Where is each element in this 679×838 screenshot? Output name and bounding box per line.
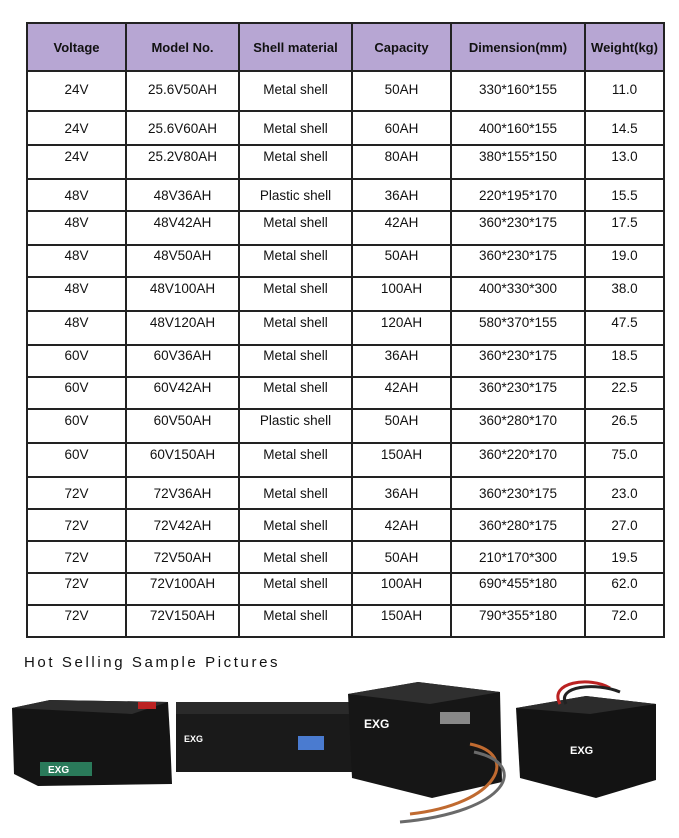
cell-model-no-text: 60V42AH: [153, 379, 212, 395]
cell-dimension: [451, 541, 585, 573]
cell-dimension: [451, 509, 585, 541]
cell-dimension-text: 210*170*300: [478, 549, 558, 565]
cell-capacity-text: 42AH: [384, 214, 419, 230]
cell-dimension: [451, 111, 585, 145]
cell-model-no-text: 48V120AH: [149, 314, 216, 330]
section-title: Hot Selling Sample Pictures: [24, 654, 281, 671]
cell-dimension: [451, 443, 585, 477]
cell-weight-text: 62.0: [611, 575, 638, 591]
table-row: [27, 573, 664, 605]
cell-model-no-text: 72V42AH: [153, 517, 212, 533]
cell-dimension: [451, 145, 585, 179]
cell-shell-material-text: Metal shell: [263, 247, 328, 263]
cell-capacity: [352, 71, 451, 111]
header-weight: Weight(kg): [585, 23, 664, 71]
cell-model-no: [126, 145, 239, 179]
cell-weight: [585, 277, 664, 311]
battery-icon: [12, 700, 172, 786]
cell-dimension: [451, 245, 585, 277]
cell-capacity-text: 50AH: [384, 81, 419, 97]
table-row: [27, 111, 664, 145]
cell-dimension: [451, 605, 585, 637]
cell-shell-material: [239, 277, 352, 311]
cell-model-no: [126, 541, 239, 573]
cell-dimension-text: 380*155*150: [478, 148, 558, 164]
cell-model-no: [126, 377, 239, 409]
cell-weight: [585, 541, 664, 573]
cell-shell-material-text: Plastic shell: [259, 412, 332, 428]
cell-dimension-text: 360*230*175: [478, 347, 558, 363]
sample-pictures: [0, 674, 679, 838]
cell-weight-text: 19.5: [611, 549, 638, 565]
cell-shell-material: [239, 443, 352, 477]
battery-1-logo: EXG: [48, 765, 70, 776]
cell-shell-material-text: Metal shell: [263, 607, 328, 623]
rack-battery-icon: [176, 702, 362, 772]
cell-shell-material-text: Metal shell: [263, 517, 328, 533]
cell-dimension: [451, 573, 585, 605]
cell-capacity-text: 50AH: [384, 412, 419, 428]
cell-shell-material: [239, 541, 352, 573]
cell-shell-material: [239, 211, 352, 245]
cell-shell-material: [239, 605, 352, 637]
cell-voltage-text: 72V: [64, 575, 89, 591]
cell-dimension-text: 690*455*180: [478, 575, 558, 591]
table-row: [27, 477, 664, 509]
cell-capacity: [352, 377, 451, 409]
table-row: [27, 509, 664, 541]
cell-capacity: [352, 477, 451, 509]
cell-model-no-text: 25.6V60AH: [147, 120, 218, 136]
cell-capacity: [352, 573, 451, 605]
cell-weight: [585, 443, 664, 477]
cell-capacity-text: 120AH: [380, 314, 423, 330]
cell-capacity: [352, 443, 451, 477]
cell-voltage: [27, 409, 126, 443]
cell-weight: [585, 179, 664, 211]
cell-capacity: [352, 311, 451, 345]
cell-capacity: [352, 277, 451, 311]
cell-voltage-text: 24V: [64, 148, 89, 164]
cell-capacity-text: 36AH: [384, 485, 419, 501]
cell-model-no: [126, 573, 239, 605]
cell-capacity: [352, 509, 451, 541]
cell-capacity-text: 60AH: [384, 120, 419, 136]
cell-voltage: [27, 311, 126, 345]
cell-shell-material: [239, 111, 352, 145]
cell-dimension-text: 360*230*175: [478, 214, 558, 230]
cell-shell-material-text: Metal shell: [263, 379, 328, 395]
cell-voltage-text: 48V: [64, 214, 89, 230]
cell-shell-material: [239, 377, 352, 409]
cell-voltage: [27, 277, 126, 311]
cell-shell-material: [239, 179, 352, 211]
cell-shell-material: [239, 477, 352, 509]
cell-weight-text: 11.0: [611, 81, 638, 97]
header-dimension: Dimension(mm): [451, 23, 585, 71]
cell-weight-text: 22.5: [611, 379, 638, 395]
cell-capacity-text: 100AH: [380, 280, 423, 296]
cell-model-no-text: 25.6V50AH: [147, 81, 218, 97]
table-row: [27, 211, 664, 245]
cell-voltage: [27, 71, 126, 111]
cell-weight-text: 75.0: [611, 446, 638, 462]
cell-capacity: [352, 111, 451, 145]
cell-capacity: [352, 345, 451, 377]
table-row: [27, 71, 664, 111]
cell-weight-text: 27.0: [611, 517, 638, 533]
cell-weight-text: 18.5: [611, 347, 638, 363]
battery-box-icon: [348, 682, 504, 822]
cell-weight: [585, 111, 664, 145]
cell-dimension-text: 360*230*175: [478, 247, 558, 263]
cell-model-no: [126, 509, 239, 541]
cell-model-no-text: 25.2V80AH: [147, 148, 218, 164]
table-row: [27, 179, 664, 211]
cell-voltage-text: 60V: [64, 347, 89, 363]
table-row: [27, 443, 664, 477]
cell-shell-material: [239, 509, 352, 541]
cell-voltage-text: 48V: [64, 314, 89, 330]
cell-shell-material-text: Metal shell: [263, 120, 328, 136]
cell-voltage: [27, 345, 126, 377]
cell-weight-text: 72.0: [611, 607, 638, 623]
table-row: [27, 277, 664, 311]
cell-model-no-text: 72V36AH: [153, 485, 212, 501]
cell-weight-text: 23.0: [611, 485, 638, 501]
cell-capacity: [352, 145, 451, 179]
table-row: [27, 145, 664, 179]
table-body: [27, 71, 664, 637]
table-row: [27, 377, 664, 409]
cell-capacity: [352, 541, 451, 573]
cell-shell-material: [239, 573, 352, 605]
cell-voltage-text: 24V: [64, 81, 89, 97]
cell-weight-text: 15.5: [611, 187, 638, 203]
cell-weight-text: 38.0: [611, 280, 638, 296]
cell-voltage: [27, 605, 126, 637]
table-row: [27, 311, 664, 345]
cell-capacity: [352, 179, 451, 211]
cell-model-no: [126, 245, 239, 277]
cell-weight-text: 26.5: [611, 412, 638, 428]
cell-voltage: [27, 541, 126, 573]
cell-dimension-text: 400*330*300: [478, 280, 558, 296]
rack-battery-logo: EXG: [184, 734, 204, 744]
cell-capacity-text: 150AH: [380, 607, 423, 623]
cell-voltage-text: 60V: [64, 446, 89, 462]
cell-shell-material-text: Metal shell: [263, 575, 328, 591]
cell-capacity-text: 42AH: [384, 517, 419, 533]
cell-capacity: [352, 211, 451, 245]
cell-shell-material-text: Metal shell: [263, 314, 328, 330]
cell-shell-material-text: Plastic shell: [259, 187, 332, 203]
cell-shell-material-text: Metal shell: [263, 347, 328, 363]
cell-weight: [585, 211, 664, 245]
battery-box-cable-logo: EXG: [570, 745, 594, 757]
cell-voltage: [27, 111, 126, 145]
cell-dimension-text: 220*195*170: [478, 187, 558, 203]
cell-voltage: [27, 509, 126, 541]
cell-dimension-text: 330*160*155: [478, 81, 558, 97]
cell-weight: [585, 377, 664, 409]
cell-model-no: [126, 179, 239, 211]
cell-model-no-text: 72V50AH: [153, 549, 212, 565]
cell-capacity: [352, 605, 451, 637]
cell-dimension: [451, 71, 585, 111]
cell-model-no-text: 72V100AH: [149, 575, 216, 591]
cell-model-no: [126, 277, 239, 311]
cell-shell-material-text: Metal shell: [263, 148, 328, 164]
cell-weight: [585, 409, 664, 443]
cell-shell-material-text: Metal shell: [263, 485, 328, 501]
cell-voltage: [27, 179, 126, 211]
cell-capacity-text: 36AH: [384, 347, 419, 363]
cell-dimension: [451, 377, 585, 409]
cell-voltage-text: 72V: [64, 549, 89, 565]
cell-shell-material-text: Metal shell: [263, 549, 328, 565]
header-voltage: Voltage: [27, 23, 126, 71]
cell-dimension-text: 360*230*175: [478, 379, 558, 395]
cell-weight: [585, 245, 664, 277]
cell-dimension-text: 360*280*170: [478, 412, 558, 428]
cell-model-no: [126, 409, 239, 443]
cell-model-no: [126, 605, 239, 637]
header-model-no: Model No.: [126, 23, 239, 71]
cell-weight: [585, 345, 664, 377]
cell-voltage: [27, 443, 126, 477]
cell-weight-text: 13.0: [611, 148, 638, 164]
cell-model-no-text: 60V150AH: [149, 446, 216, 462]
cell-shell-material: [239, 345, 352, 377]
cell-weight: [585, 311, 664, 345]
cell-capacity: [352, 409, 451, 443]
cell-model-no: [126, 71, 239, 111]
cell-capacity: [352, 245, 451, 277]
cell-model-no-text: 60V50AH: [153, 412, 212, 428]
cell-capacity-text: 150AH: [380, 446, 423, 462]
cell-shell-material: [239, 311, 352, 345]
cell-model-no-text: 48V36AH: [153, 187, 212, 203]
cell-voltage: [27, 477, 126, 509]
table-row: [27, 409, 664, 443]
cell-weight: [585, 509, 664, 541]
cell-voltage-text: 60V: [64, 379, 89, 395]
cell-dimension: [451, 345, 585, 377]
cell-capacity-text: 42AH: [384, 379, 419, 395]
cell-voltage-text: 48V: [64, 280, 89, 296]
cell-model-no: [126, 345, 239, 377]
battery-box-logo: EXG: [364, 717, 390, 731]
cell-shell-material-text: Metal shell: [263, 81, 328, 97]
cell-dimension-text: 400*160*155: [478, 120, 558, 136]
cell-weight-text: 17.5: [611, 214, 638, 230]
header-shell-material: Shell material: [239, 23, 352, 71]
cell-shell-material-text: Metal shell: [263, 214, 328, 230]
cell-voltage: [27, 145, 126, 179]
cell-capacity-text: 100AH: [380, 575, 423, 591]
cell-dimension: [451, 409, 585, 443]
cell-model-no: [126, 443, 239, 477]
cell-voltage: [27, 377, 126, 409]
cell-voltage-text: 48V: [64, 247, 89, 263]
cell-weight: [585, 573, 664, 605]
cell-voltage-text: 72V: [64, 517, 89, 533]
cell-model-no-text: 48V100AH: [149, 280, 216, 296]
table-row: [27, 245, 664, 277]
cell-dimension: [451, 477, 585, 509]
header-capacity: Capacity: [352, 23, 451, 71]
cell-model-no: [126, 111, 239, 145]
cell-model-no: [126, 211, 239, 245]
cell-capacity-text: 50AH: [384, 247, 419, 263]
cell-voltage-text: 72V: [64, 485, 89, 501]
cell-voltage: [27, 245, 126, 277]
cell-model-no: [126, 477, 239, 509]
table-row: [27, 345, 664, 377]
table-row: [27, 605, 664, 637]
cell-capacity-text: 36AH: [384, 187, 419, 203]
cell-shell-material-text: Metal shell: [263, 280, 328, 296]
cell-voltage-text: 24V: [64, 120, 89, 136]
cell-shell-material: [239, 145, 352, 179]
cell-dimension: [451, 311, 585, 345]
cell-weight: [585, 605, 664, 637]
cell-shell-material: [239, 245, 352, 277]
cell-dimension-text: 790*355*180: [478, 607, 558, 623]
battery-box-with-cable-icon: [516, 682, 656, 798]
cell-shell-material: [239, 71, 352, 111]
cell-capacity-text: 80AH: [384, 148, 419, 164]
cell-voltage-text: 48V: [64, 187, 89, 203]
cell-weight-text: 14.5: [611, 120, 638, 136]
cell-dimension-text: 580*370*155: [478, 314, 558, 330]
cell-dimension: [451, 211, 585, 245]
cell-voltage-text: 72V: [64, 607, 89, 623]
cell-weight: [585, 71, 664, 111]
table-row: [27, 541, 664, 573]
cell-dimension-text: 360*230*175: [478, 485, 558, 501]
table-header-row: [27, 23, 664, 71]
cell-weight: [585, 145, 664, 179]
cell-weight-text: 19.0: [611, 247, 638, 263]
cell-model-no-text: 48V50AH: [153, 247, 212, 263]
cell-model-no-text: 72V150AH: [149, 607, 216, 623]
cell-dimension-text: 360*220*170: [478, 446, 558, 462]
cell-dimension: [451, 277, 585, 311]
cell-shell-material-text: Metal shell: [263, 446, 328, 462]
cell-capacity-text: 50AH: [384, 549, 419, 565]
cell-weight-text: 47.5: [611, 314, 638, 330]
cell-dimension: [451, 179, 585, 211]
cell-model-no: [126, 311, 239, 345]
cell-weight: [585, 477, 664, 509]
cell-voltage-text: 60V: [64, 412, 89, 428]
spec-table: [26, 22, 665, 638]
cell-model-no-text: 60V36AH: [153, 347, 212, 363]
cell-model-no-text: 48V42AH: [153, 214, 212, 230]
cell-shell-material: [239, 409, 352, 443]
cell-voltage: [27, 573, 126, 605]
cell-voltage: [27, 211, 126, 245]
cell-dimension-text: 360*280*175: [478, 517, 558, 533]
